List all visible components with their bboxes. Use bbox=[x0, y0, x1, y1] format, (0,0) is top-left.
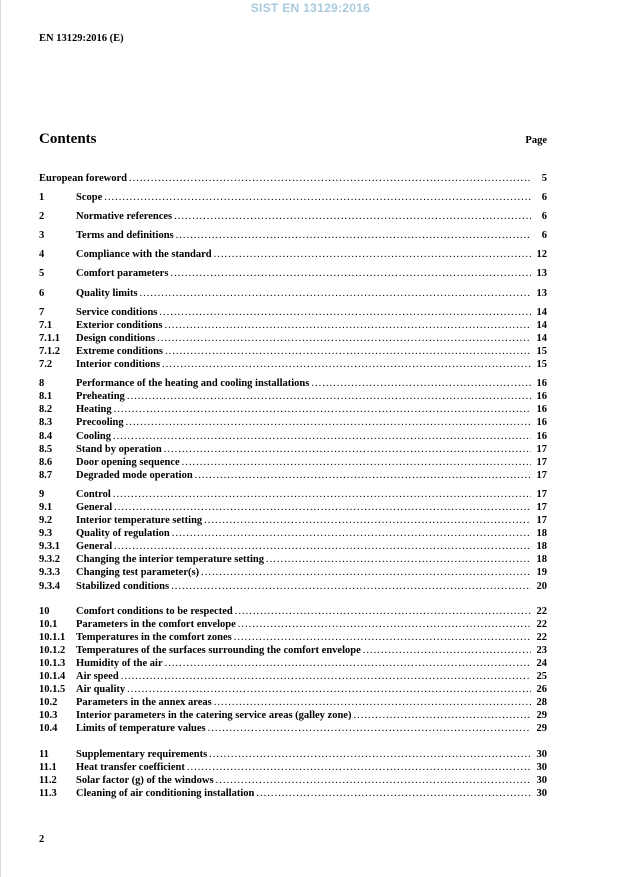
toc-entry bbox=[39, 670, 547, 683]
toc-entry-page: 16 bbox=[536, 417, 547, 429]
toc-entry bbox=[39, 631, 547, 644]
toc-entry-number: 8.4 bbox=[39, 430, 53, 442]
toc-entry-title: Air speed bbox=[76, 671, 119, 683]
toc-dot-leader bbox=[256, 787, 531, 800]
toc-entry bbox=[39, 172, 547, 185]
toc-dot-leader bbox=[164, 319, 531, 332]
toc-dot-leader bbox=[162, 358, 531, 371]
toc-entry-number: 9.1 bbox=[39, 501, 53, 513]
toc-entry-title: Interior temperature setting bbox=[76, 515, 203, 527]
toc-entry-number: 11.1 bbox=[39, 761, 57, 773]
toc-entry bbox=[39, 618, 547, 631]
toc-entry-title: Cooling bbox=[76, 430, 112, 442]
toc-entry-number: 8.5 bbox=[39, 443, 53, 455]
toc-entry-title: Precooling bbox=[76, 417, 124, 429]
toc-entry-title: Degraded mode operation bbox=[76, 469, 193, 481]
toc-group bbox=[39, 377, 547, 482]
toc-entry-number: 10.3 bbox=[39, 710, 58, 722]
toc-entry-page: 17 bbox=[536, 456, 547, 468]
toc-entry-title: Scope bbox=[76, 192, 103, 204]
toc-entry-page: 17 bbox=[536, 469, 547, 481]
toc-dot-leader bbox=[174, 210, 531, 223]
toc-dot-leader bbox=[234, 631, 531, 644]
toc-group bbox=[39, 287, 547, 300]
toc-entry-number: 2 bbox=[39, 211, 45, 223]
toc-entry bbox=[39, 787, 547, 800]
toc-entry-page: 12 bbox=[536, 249, 547, 261]
toc-dot-leader bbox=[266, 553, 531, 566]
toc-entry bbox=[39, 267, 547, 280]
toc-dot-leader bbox=[114, 540, 531, 553]
toc-entry bbox=[39, 469, 547, 482]
page-column-label: Page bbox=[525, 135, 547, 146]
toc-dot-leader bbox=[165, 345, 531, 358]
toc-entry-title: Heat transfer coefficient bbox=[76, 761, 185, 773]
toc-entry bbox=[39, 416, 547, 429]
toc-entry-title: Heating bbox=[76, 404, 112, 416]
toc-entry-title: Terms and definitions bbox=[76, 230, 174, 242]
toc-entry bbox=[39, 774, 547, 787]
toc-dot-leader bbox=[208, 722, 531, 735]
toc-dot-leader bbox=[182, 456, 531, 469]
toc-entry-number: 9.3.4 bbox=[39, 580, 60, 592]
toc-dot-leader bbox=[311, 377, 531, 390]
toc-group bbox=[39, 488, 547, 593]
toc-group bbox=[39, 210, 547, 223]
toc-entry-page: 5 bbox=[541, 173, 547, 184]
toc-dot-leader bbox=[201, 566, 531, 579]
toc-entry-page: 17 bbox=[536, 443, 547, 455]
toc-entry-title: Comfort conditions to be respected bbox=[76, 605, 233, 617]
toc-dot-leader bbox=[209, 748, 531, 761]
toc-entry-title: Solar factor (g) of the windows bbox=[76, 774, 214, 786]
toc-entry-page: 30 bbox=[536, 787, 547, 799]
toc-entry bbox=[39, 306, 547, 319]
toc-entry-page: 17 bbox=[536, 501, 547, 513]
toc-entry-number: 11.2 bbox=[39, 774, 57, 786]
toc-dot-leader bbox=[140, 287, 531, 300]
toc-entry-page: 14 bbox=[536, 319, 547, 331]
toc-entry-title: Service conditions bbox=[76, 306, 158, 318]
toc-entry-title: Supplementary requirements bbox=[76, 748, 208, 760]
toc-entry-page: 25 bbox=[536, 671, 547, 683]
toc-entry bbox=[39, 403, 547, 416]
toc-entry-title: Performance of the heating and cooling installations bbox=[76, 378, 310, 390]
toc-entry bbox=[39, 390, 547, 403]
toc-entry-page: 30 bbox=[536, 748, 547, 760]
toc-entry-title: Door opening sequence bbox=[76, 456, 180, 468]
toc-entry-title: Exterior conditions bbox=[76, 319, 163, 331]
document-header: EN 13129:2016 (E) bbox=[39, 33, 124, 44]
toc-entry-page: 22 bbox=[536, 631, 547, 643]
toc-entry bbox=[39, 709, 547, 722]
toc-entry bbox=[39, 287, 547, 300]
toc-entry bbox=[39, 722, 547, 735]
toc-entry-number: 9.2 bbox=[39, 515, 53, 527]
toc-entry bbox=[39, 358, 547, 371]
toc-entry-title: Limits of temperature values bbox=[76, 723, 206, 735]
toc-entry-number: 1 bbox=[39, 192, 45, 204]
toc-entry-number: 10.1.2 bbox=[39, 644, 66, 656]
toc-entry-title: Design conditions bbox=[76, 332, 156, 344]
toc-entry-title: Quality limits bbox=[76, 287, 138, 299]
toc-entry bbox=[39, 430, 547, 443]
toc-dot-leader bbox=[238, 618, 531, 631]
toc-entry-title: Interior parameters in the catering service areas (galley zone) bbox=[76, 710, 352, 722]
toc-entry bbox=[39, 696, 547, 709]
toc-dot-leader bbox=[187, 761, 531, 774]
toc-entry-title: Stand by operation bbox=[76, 443, 162, 455]
toc-entry-number: 9.3.2 bbox=[39, 554, 60, 566]
toc-entry-number: 9 bbox=[39, 488, 45, 500]
toc-entry-number: 7.2 bbox=[39, 359, 53, 371]
toc-dot-leader bbox=[165, 657, 531, 670]
toc-entry-title: Temperatures in the comfort zones bbox=[76, 631, 232, 643]
toc-entry-title: Humidity of the air bbox=[76, 658, 163, 669]
table-of-contents bbox=[39, 172, 547, 806]
toc-entry-number: 11.3 bbox=[39, 787, 57, 799]
toc-group bbox=[39, 172, 547, 185]
toc-dot-leader bbox=[159, 306, 531, 319]
toc-entry-page: 24 bbox=[536, 658, 547, 669]
contents-header-row bbox=[39, 131, 547, 148]
toc-entry-page: 6 bbox=[541, 192, 547, 204]
toc-entry-title: European foreword bbox=[39, 173, 127, 184]
toc-entry-title: Compliance with the standard bbox=[76, 249, 212, 261]
toc-dot-leader bbox=[204, 514, 531, 527]
toc-entry-number: 8.1 bbox=[39, 391, 53, 403]
toc-entry bbox=[39, 229, 547, 242]
toc-entry-title: Stabilized conditions bbox=[76, 580, 170, 592]
toc-entry-page: 23 bbox=[536, 644, 547, 656]
toc-entry-number: 10.1.5 bbox=[39, 684, 66, 696]
toc-group bbox=[39, 605, 547, 736]
toc-entry-title: Parameters in the comfort envelope bbox=[76, 618, 236, 630]
toc-entry-page: 6 bbox=[541, 211, 547, 223]
toc-entry bbox=[39, 514, 547, 527]
toc-entry-number: 9.3.1 bbox=[39, 541, 60, 553]
toc-dot-leader bbox=[104, 191, 531, 204]
toc-entry-title: Parameters in the annex areas bbox=[76, 697, 212, 709]
toc-entry-number: 4 bbox=[39, 249, 45, 261]
toc-entry-title: Quality of regulation bbox=[76, 528, 170, 540]
toc-entry-number: 5 bbox=[39, 268, 45, 280]
toc-entry-number: 8.3 bbox=[39, 417, 53, 429]
toc-entry-number: 10 bbox=[39, 605, 50, 617]
toc-entry-page: 22 bbox=[536, 605, 547, 617]
toc-dot-leader bbox=[235, 605, 531, 618]
toc-entry-number: 10.1 bbox=[39, 618, 58, 630]
toc-entry-page: 14 bbox=[536, 306, 547, 318]
toc-entry-number: 10.1.1 bbox=[39, 631, 66, 643]
toc-entry-page: 15 bbox=[536, 345, 547, 357]
toc-entry-title: Temperatures of the surfaces surrounding the comfort envelope bbox=[76, 644, 361, 656]
toc-dot-leader bbox=[363, 644, 531, 657]
toc-entry-page: 13 bbox=[536, 268, 547, 280]
toc-entry bbox=[39, 443, 547, 456]
toc-entry-title: General bbox=[76, 501, 113, 513]
toc-entry-page: 14 bbox=[536, 332, 547, 344]
toc-entry bbox=[39, 657, 547, 670]
toc-entry-page: 19 bbox=[536, 567, 547, 579]
toc-entry bbox=[39, 644, 547, 657]
toc-group bbox=[39, 306, 547, 371]
toc-entry bbox=[39, 527, 547, 540]
toc-entry-number: 10.2 bbox=[39, 697, 58, 709]
toc-group bbox=[39, 748, 547, 800]
toc-entry-title: Cleaning of air conditioning installation bbox=[76, 787, 255, 799]
toc-entry-number: 3 bbox=[39, 230, 45, 242]
toc-entry-page: 18 bbox=[536, 541, 547, 553]
toc-entry-page: 18 bbox=[536, 528, 547, 540]
toc-entry-page: 30 bbox=[536, 774, 547, 786]
toc-entry bbox=[39, 683, 547, 696]
toc-dot-leader bbox=[126, 416, 531, 429]
toc-entry bbox=[39, 580, 547, 593]
toc-entry-number: 8.2 bbox=[39, 404, 53, 416]
toc-dot-leader bbox=[113, 488, 531, 501]
toc-entry-page: 17 bbox=[536, 488, 547, 500]
toc-entry-number: 7.1.1 bbox=[39, 332, 60, 344]
toc-entry-page: 22 bbox=[536, 618, 547, 630]
toc-entry-title: Changing test parameter(s) bbox=[76, 567, 200, 579]
toc-group bbox=[39, 229, 547, 242]
toc-entry bbox=[39, 553, 547, 566]
watermark-text: SIST EN 13129:2016 bbox=[250, 1, 371, 15]
toc-entry-page: 20 bbox=[536, 580, 547, 592]
toc-entry-page: 13 bbox=[536, 287, 547, 299]
toc-entry-number: 10.4 bbox=[39, 723, 58, 735]
toc-entry-number: 8.7 bbox=[39, 469, 53, 481]
toc-entry-page: 16 bbox=[536, 404, 547, 416]
toc-dot-leader bbox=[171, 580, 531, 593]
toc-entry-page: 15 bbox=[536, 359, 547, 371]
toc-entry-page: 18 bbox=[536, 554, 547, 566]
toc-entry bbox=[39, 540, 547, 553]
contents-heading: Contents bbox=[39, 131, 97, 147]
toc-group bbox=[39, 191, 547, 204]
toc-dot-leader bbox=[121, 670, 531, 683]
toc-entry bbox=[39, 345, 547, 358]
toc-entry bbox=[39, 566, 547, 579]
toc-dot-leader bbox=[127, 390, 531, 403]
toc-dot-leader bbox=[164, 443, 531, 456]
toc-entry bbox=[39, 191, 547, 204]
toc-entry-number: 6 bbox=[39, 287, 45, 299]
toc-dot-leader bbox=[113, 430, 531, 443]
toc-entry-page: 17 bbox=[536, 515, 547, 527]
toc-dot-leader bbox=[157, 332, 531, 345]
toc-dot-leader bbox=[216, 774, 531, 787]
toc-group bbox=[39, 248, 547, 261]
toc-entry-title: Extreme conditions bbox=[76, 345, 164, 357]
toc-entry-page: 29 bbox=[536, 723, 547, 735]
toc-entry-title: Changing the interior temperature setting bbox=[76, 554, 265, 566]
toc-entry bbox=[39, 377, 547, 390]
toc-entry bbox=[39, 605, 547, 618]
toc-entry bbox=[39, 332, 547, 345]
toc-entry-number: 8 bbox=[39, 378, 45, 390]
toc-entry-title: Preheating bbox=[76, 391, 125, 403]
toc-entry-title: Normative references bbox=[76, 211, 173, 223]
toc-entry bbox=[39, 488, 547, 501]
toc-entry-page: 16 bbox=[536, 378, 547, 390]
toc-dot-leader bbox=[170, 267, 531, 280]
toc-entry-number: 7.1 bbox=[39, 319, 53, 331]
toc-entry bbox=[39, 501, 547, 514]
toc-entry-page: 28 bbox=[536, 697, 547, 709]
footer-page-number: 2 bbox=[39, 834, 45, 845]
toc-entry bbox=[39, 319, 547, 332]
toc-entry bbox=[39, 248, 547, 261]
toc-dot-leader bbox=[353, 709, 531, 722]
toc-entry-page: 30 bbox=[536, 761, 547, 773]
toc-dot-leader bbox=[176, 229, 531, 242]
toc-dot-leader bbox=[214, 696, 531, 709]
toc-entry-page: 6 bbox=[541, 230, 547, 242]
toc-entry-title: Air quality bbox=[76, 684, 126, 696]
toc-dot-leader bbox=[172, 527, 531, 540]
toc-entry-number: 10.1.4 bbox=[39, 671, 66, 683]
toc-entry-title: Interior conditions bbox=[76, 359, 161, 371]
toc-dot-leader bbox=[114, 403, 531, 416]
toc-entry-number: 7.1.2 bbox=[39, 345, 60, 357]
toc-entry bbox=[39, 456, 547, 469]
toc-entry-number: 10.1.3 bbox=[39, 658, 66, 669]
toc-entry-title: Control bbox=[76, 488, 111, 500]
toc-entry-page: 29 bbox=[536, 710, 547, 722]
toc-entry-title: General bbox=[76, 541, 113, 553]
toc-dot-leader bbox=[129, 172, 531, 185]
toc-entry-number: 7 bbox=[39, 306, 45, 318]
toc-dot-leader bbox=[127, 683, 531, 696]
toc-entry bbox=[39, 761, 547, 774]
toc-entry-title: Comfort parameters bbox=[76, 268, 169, 280]
toc-entry-page: 16 bbox=[536, 430, 547, 442]
toc-entry bbox=[39, 210, 547, 223]
toc-group bbox=[39, 267, 547, 280]
toc-entry-number: 9.3.3 bbox=[39, 567, 60, 579]
toc-entry-number: 9.3 bbox=[39, 528, 53, 540]
toc-entry-page: 26 bbox=[536, 684, 547, 696]
toc-entry-number: 11 bbox=[39, 748, 49, 760]
toc-entry bbox=[39, 748, 547, 761]
toc-entry-number: 8.6 bbox=[39, 456, 53, 468]
toc-entry-page: 16 bbox=[536, 391, 547, 403]
toc-dot-leader bbox=[114, 501, 531, 514]
toc-dot-leader bbox=[195, 469, 531, 482]
toc-dot-leader bbox=[214, 248, 531, 261]
